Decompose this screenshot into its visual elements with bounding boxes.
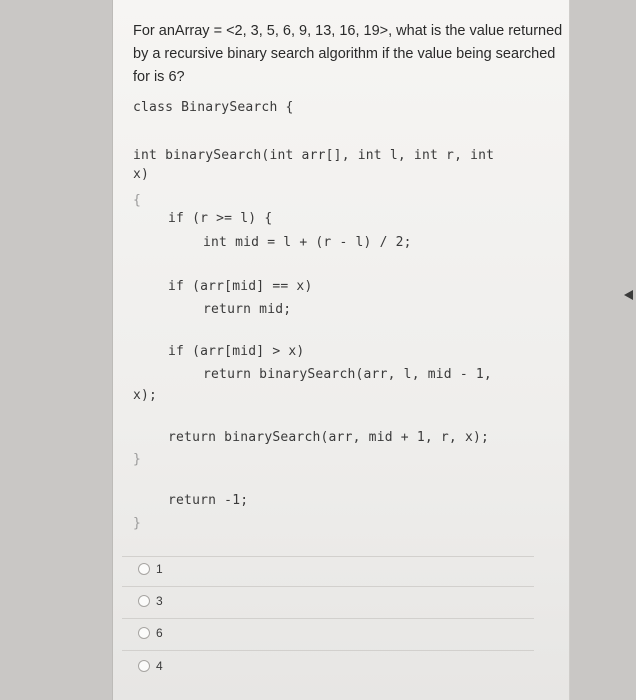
code-line-return-right: return binarySearch(arr, mid + 1, r, x);: [168, 430, 490, 445]
answer-label: 6: [156, 626, 163, 640]
code-line-return-left-cont: x);: [133, 388, 158, 403]
answer-option-3[interactable]: [138, 622, 163, 644]
answer-label: 1: [156, 562, 163, 576]
code-line-class: class BinarySearch {: [133, 100, 294, 115]
answer-option-1[interactable]: [138, 558, 163, 580]
radio-button[interactable]: [138, 660, 150, 672]
code-line-return-left: return binarySearch(arr, l, mid - 1,: [203, 367, 492, 382]
code-line-return-mid: return mid;: [203, 302, 292, 317]
mouse-cursor-icon: [624, 290, 633, 300]
code-line-signature: int binarySearch(int arr[], int l, int r, int: [133, 148, 495, 163]
divider: [122, 556, 534, 557]
code-open-brace: {: [133, 193, 142, 208]
code-close-brace-outer: }: [133, 516, 142, 531]
radio-button[interactable]: [138, 563, 150, 575]
answer-option-4[interactable]: [138, 655, 163, 677]
radio-button[interactable]: [138, 627, 150, 639]
divider: [122, 650, 534, 651]
code-line-if-equal: if (arr[mid] == x): [168, 279, 313, 294]
answer-option-2[interactable]: [138, 590, 163, 612]
divider: [122, 618, 534, 619]
code-line-if-range: if (r >= l) {: [168, 211, 273, 226]
divider: [122, 586, 534, 587]
answer-label: 4: [156, 659, 163, 673]
code-line-mid: int mid = l + (r - l) / 2;: [203, 235, 412, 250]
answer-label: 3: [156, 594, 163, 608]
question-text: For anArray = <2, 3, 5, 6, 9, 13, 16, 19>, what is the value returned by a recursive binary search algorithm if the value being searched for is 6?: [133, 23, 563, 85]
code-close-brace-inner: }: [133, 452, 142, 467]
code-line-if-greater: if (arr[mid] > x): [168, 344, 305, 359]
code-line-return-neg: return -1;: [168, 493, 249, 508]
code-line-signature-cont: x): [133, 167, 150, 182]
radio-button[interactable]: [138, 595, 150, 607]
